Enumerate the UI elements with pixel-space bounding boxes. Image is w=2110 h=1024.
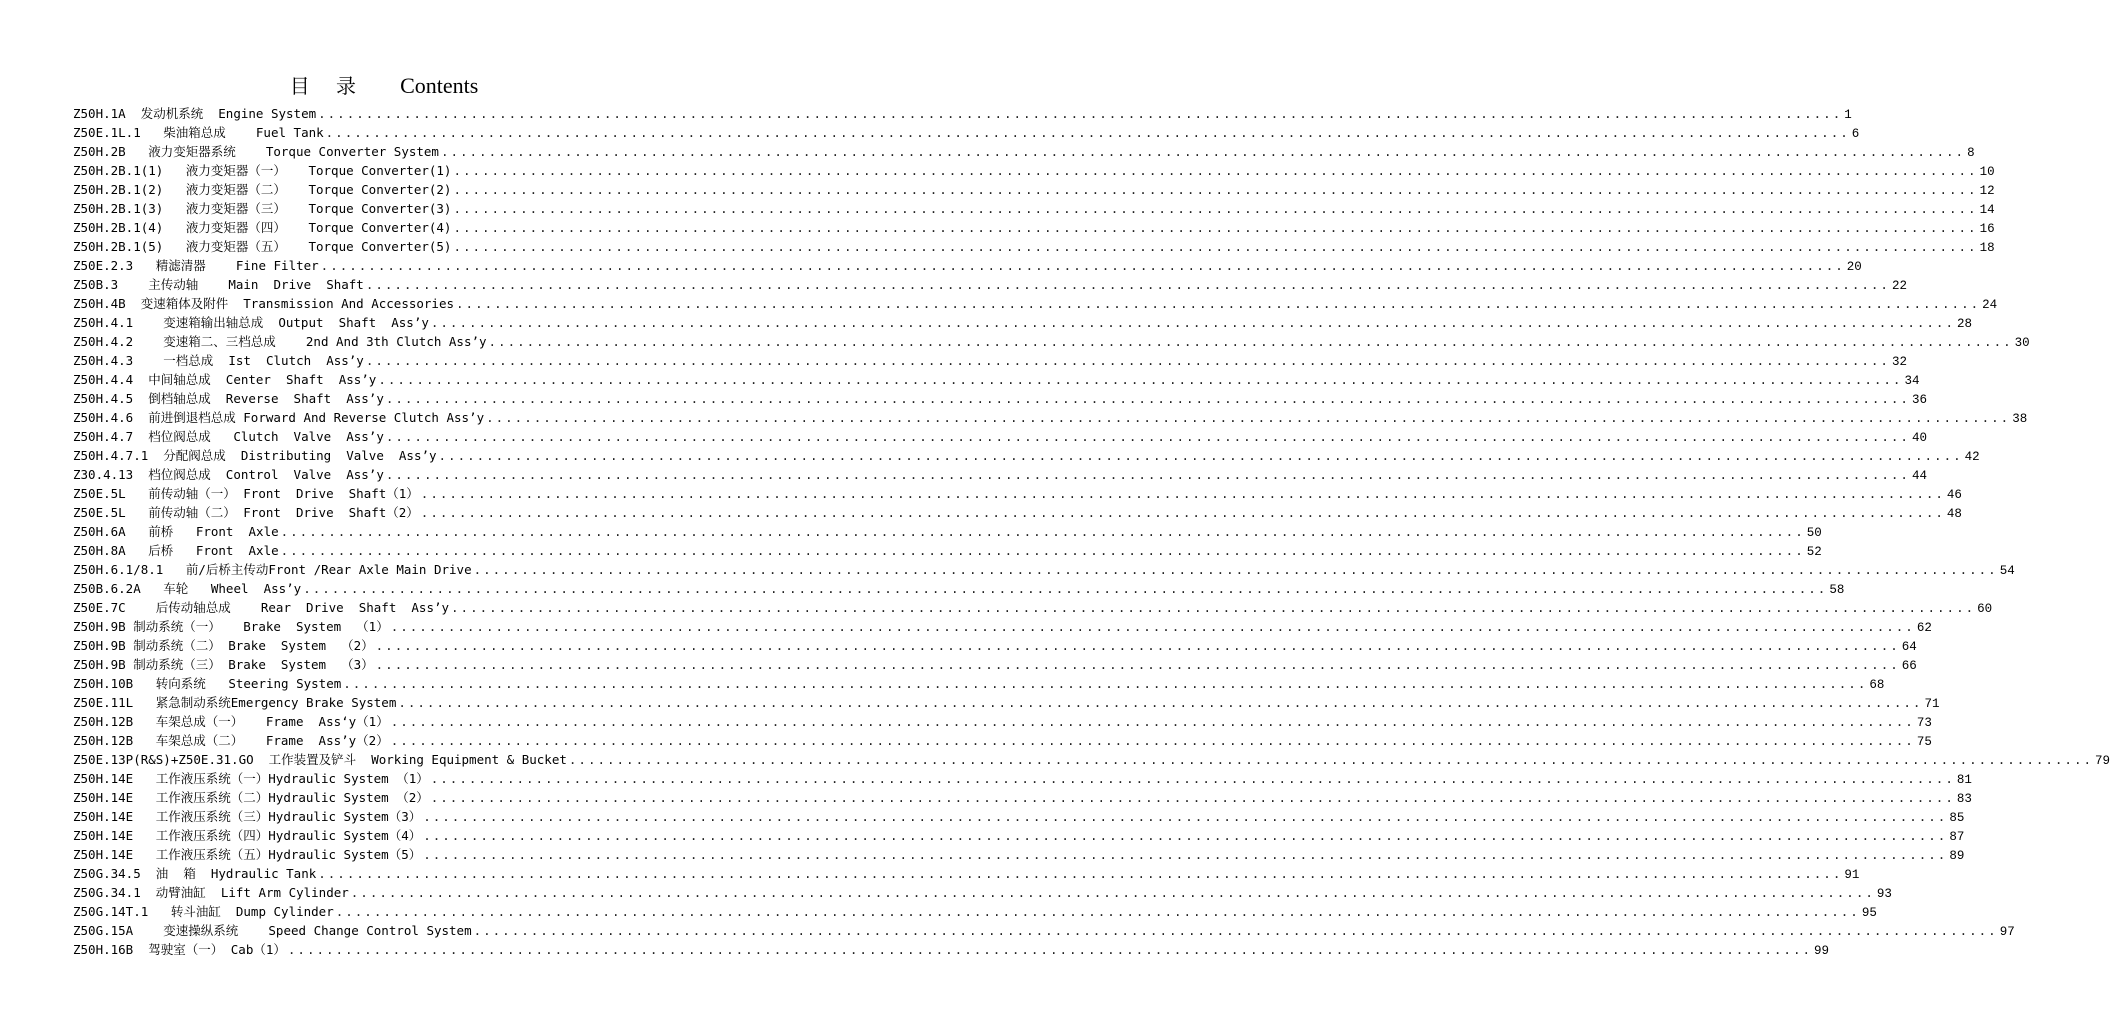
toc-entry [73,218,1995,237]
toc-entry-title: Z50E.11L 紧急制动系统Emergency Brake System [73,695,397,710]
title-chinese: 目 录 [289,74,367,98]
toc-entry-page-number: 83 [1956,792,1972,806]
toc-entry-title: Z50H.2B.1(3) 液力变矩器（三） Torque Converter(3) [73,201,452,216]
toc-entry-title: Z50E.1L.1 柴油箱总成 Fuel Tank [73,125,324,140]
toc-entry-page-number: 62 [1916,621,1932,635]
toc-entry-page-number: 79 [2095,754,2110,768]
toc-entry-page-number: 66 [1901,659,1917,673]
toc-entry-page-number: 64 [1901,640,1917,654]
toc-entry [73,408,2028,427]
toc-entry-page-number: 20 [1846,260,1862,274]
toc-entry [73,940,1830,959]
toc-entry [73,674,1885,693]
dot-leader [441,142,1965,161]
toc-entry [73,807,1965,826]
toc-entry-title: Z50H.14E 工作液压系统（四）Hydraulic System（4） [73,828,422,843]
toc-entry-page-number: 81 [1956,773,1972,787]
toc-entry-page-number: 1 [1844,108,1852,122]
dot-leader [376,655,1900,674]
toc-entry [73,275,1907,294]
toc-entry-title: Z50H.4B 变速箱体及附件 Transmission And Accessories [73,296,455,311]
toc-entry-page-number: 14 [1979,203,1995,217]
toc-entry-title: Z50H.12B 车架总成（一） Frame Ass‘y（1） [73,714,389,729]
toc-entry [73,655,1917,674]
toc-entry-page-number: 28 [1956,317,1972,331]
toc-entry-page-number: 54 [1999,564,2015,578]
toc-entry [73,693,1940,712]
toc-entry-title: Z50B.6.2A 车轮 Wheel Ass’y [73,581,302,596]
toc-entry [73,237,1995,256]
toc-entry-title: Z50H.16B 驾驶室（一） Cab（1） [73,942,286,957]
dot-leader [456,294,1980,313]
dot-leader [423,845,1947,864]
dot-leader [453,237,1977,256]
dot-leader [366,351,1890,370]
toc-entry-page-number: 93 [1876,887,1892,901]
dot-leader [378,370,1902,389]
toc-entry-page-number: 44 [1911,469,1927,483]
toc-entry [73,199,1995,218]
toc-entry-page-number: 24 [1982,298,1998,312]
dot-leader [343,674,1867,693]
toc-entry-title: Z50H.14E 工作液压系统（三）Hydraulic System（3） [73,809,422,824]
toc-entry [73,883,1892,902]
toc-entry [73,902,1877,921]
toc-entry-page-number: 85 [1949,811,1965,825]
toc-entry-title: Z50H.4.4 中间轴总成 Center Shaft Ass’y [73,372,377,387]
dot-leader [453,199,1977,218]
title-english: Contents [400,73,479,98]
toc-entry-title: Z50H.14E 工作液压系统（一）Hydraulic System （1） [73,771,429,786]
toc-entry-page-number: 36 [1911,393,1927,407]
dot-leader [386,389,1910,408]
toc-entry-page-number: 68 [1869,678,1885,692]
toc-entry-title: Z50G.15A 变速操纵系统 Speed Change Control System [73,923,472,938]
toc-entry-title: Z50H.9B 制动系统（一） Brake System （1） [73,619,389,634]
toc-entry-title: Z50H.2B.1(2) 液力变矩器（二） Torque Converter(2) [73,182,452,197]
toc-entry-page-number: 50 [1806,526,1822,540]
toc-entry-title: Z50H.6A 前桥 Front Axle [73,524,279,539]
toc-entry [73,123,1860,142]
toc-entry [73,522,1822,541]
toc-entry-page-number: 71 [1924,697,1940,711]
toc-entry-title: Z50H.14E 工作液压系统（二）Hydraulic System （2） [73,790,429,805]
dot-leader [281,522,1805,541]
toc-entry-title: Z50H.9B 制动系统（三） Brake System （3） [73,657,374,672]
toc-entry-page-number: 91 [1844,868,1860,882]
toc-entry-title: Z50H.14E 工作液压系统（五）Hydraulic System（5） [73,847,422,862]
toc-entry-title: Z50H.4.7 档位阀总成 Clutch Valve Ass’y [73,429,384,444]
dot-leader [366,275,1890,294]
toc-entry-page-number: 38 [2012,412,2028,426]
toc-entry-title: Z30.4.13 档位阀总成 Control Valve Ass’y [73,467,384,482]
dot-leader [326,123,1850,142]
dot-leader [453,180,1977,199]
dot-leader [386,465,1910,484]
toc-entry [73,541,1822,560]
toc-entry [73,579,1845,598]
toc-entry-title: Z50H.4.5 倒档轴总成 Reverse Shaft Ass’y [73,391,384,406]
dot-leader [321,256,1845,275]
dot-leader [391,617,1915,636]
dot-leader [391,712,1915,731]
toc-entry-title: Z50H.4.6 前进倒退档总成 Forward And Reverse Clutch Ass’y [73,410,485,425]
dot-leader [451,598,1975,617]
dot-leader [474,921,1998,940]
dot-leader [453,218,1977,237]
toc-entry [73,598,1993,617]
toc-entry [73,921,2015,940]
toc-entry-title: Z50H.2B 液力变矩器系统 Torque Converter System [73,144,439,159]
toc-entry [73,104,1852,123]
toc-entry [73,446,1980,465]
toc-entry-page-number: 58 [1829,583,1845,597]
dot-leader [486,408,2010,427]
toc-entry-page-number: 42 [1964,450,1980,464]
toc-entry-title: Z50E.2.3 精滤清器 Fine Filter [73,258,319,273]
dot-leader [336,902,1860,921]
dot-leader [423,807,1947,826]
toc-entry [73,484,1962,503]
toc-entry-title: Z50H.10B 转向系统 Steering System [73,676,342,691]
toc-entry-title: Z50B.3 主传动轴 Main Drive Shaft [73,277,364,292]
toc-entry [73,370,1920,389]
dot-leader [431,313,1955,332]
dot-leader [489,332,2013,351]
toc-entry [73,332,2030,351]
toc-entry-title: Z50H.2B.1(5) 液力变矩器（五） Torque Converter(5) [73,239,452,254]
toc-entry [73,788,1972,807]
toc-entry-title: Z50G.14T.1 转斗油缸 Dump Cylinder [73,904,334,919]
dot-leader [318,104,1842,123]
dot-leader [351,883,1875,902]
toc-entry [73,617,1932,636]
toc-entry-title: Z50H.1A 发动机系统 Engine System [73,106,317,121]
toc-entry [73,351,1907,370]
toc-entry [73,161,1995,180]
dot-leader [281,541,1805,560]
toc-entry-title: Z50E.13P(R&S)+Z50E.31.GO 工作装置及铲斗 Working Equipment & Bucket [73,752,567,767]
toc-entry [73,180,1995,199]
toc-entry [73,256,1862,275]
toc-entry-page-number: 97 [1999,925,2015,939]
toc-entry-page-number: 40 [1911,431,1927,445]
toc-entry [73,826,1965,845]
toc-entry [73,864,1860,883]
dot-leader [474,560,1998,579]
toc-entry [73,560,2015,579]
toc-entry [73,427,1927,446]
toc-entry-title: Z50H.6.1/8.1 前/后桥主传动Front /Rear Axle Main Drive [73,562,472,577]
toc-entry [73,142,1975,161]
toc-entry-title: Z50H.4.3 一档总成 Ist Clutch Ass’y [73,353,364,368]
toc-entry [73,294,1998,313]
page-title [0,70,768,99]
toc-entry-title: Z50H.2B.1(1) 液力变矩器（一） Torque Converter(1) [73,163,452,178]
toc-entry-title: Z50H.9B 制动系统（二） Brake System （2） [73,638,374,653]
dot-leader [303,579,1827,598]
toc-entry-title: Z50H.8A 后桥 Front Axle [73,543,279,558]
dot-leader [398,693,1922,712]
toc-entry [73,750,2110,769]
toc-entry-title: Z50H.4.1 变速箱输出轴总成 Output Shaft Ass’y [73,315,429,330]
toc-entry [73,465,1927,484]
toc-entry-page-number: 30 [2014,336,2030,350]
toc-entry-page-number: 73 [1916,716,1932,730]
toc-entry [73,636,1917,655]
toc-entry-title: Z50G.34.5 油 箱 Hydraulic Tank [73,866,317,881]
toc-entry [73,769,1972,788]
toc-entry-page-number: 75 [1916,735,1932,749]
toc-entry-title: Z50H.4.2 变速箱二、三档总成 2nd And 3th Clutch Ass’y [73,334,487,349]
toc-entry-page-number: 22 [1891,279,1907,293]
dot-leader [421,484,1945,503]
toc-entry-page-number: 6 [1851,127,1860,141]
dot-leader [386,427,1910,446]
toc-entry-page-number: 52 [1806,545,1822,559]
toc-entry-title: Z50E.5L 前传动轴（二） Front Drive Shaft（2） [73,505,419,520]
toc-entry-title: Z50H.4.7.1 分配阀总成 Distributing Valve Ass’y [73,448,437,463]
toc-entry-page-number: 34 [1904,374,1920,388]
toc-entry-title: Z50E.7C 后传动轴总成 Rear Drive Shaft Ass’y [73,600,450,615]
dot-leader [318,864,1842,883]
toc-entry-page-number: 16 [1979,222,1995,236]
dot-leader [439,446,1963,465]
toc-entry [73,712,1932,731]
toc-entry-page-number: 8 [1967,146,1975,160]
toc-entry-page-number: 87 [1949,830,1965,844]
dot-leader [288,940,1812,959]
dot-leader [431,788,1955,807]
toc-entry-title: Z50E.5L 前传动轴（一） Front Drive Shaft（1） [73,486,419,501]
dot-leader [421,503,1945,522]
dot-leader [453,161,1977,180]
toc-entry [73,503,1962,522]
dot-leader [391,731,1915,750]
toc-entry-page-number: 99 [1814,944,1830,958]
toc-entry-page-number: 12 [1979,184,1995,198]
toc-entry-page-number: 18 [1979,241,1995,255]
toc-entry-page-number: 95 [1861,906,1877,920]
toc-entry-page-number: 32 [1891,355,1907,369]
toc-entry-page-number: 60 [1977,602,1993,616]
toc-entry-title: Z50H.12B 车架总成（二） Frame Ass’y（2） [73,733,389,748]
toc-entry-title: Z50H.2B.1(4) 液力变矩器（四） Torque Converter(4) [73,220,452,235]
dot-leader [376,636,1900,655]
toc-entry [73,389,1927,408]
table-of-contents [73,104,2110,959]
toc-entry [73,845,1965,864]
toc-entry-page-number: 89 [1949,849,1965,863]
toc-entry-page-number: 48 [1946,507,1962,521]
toc-entry [73,313,1972,332]
toc-entry-title: Z50G.34.1 动臂油缸 Lift Arm Cylinder [73,885,349,900]
toc-entry-page-number: 10 [1979,165,1995,179]
dot-leader [569,750,2093,769]
dot-leader [431,769,1955,788]
toc-entry-page-number: 46 [1946,488,1962,502]
dot-leader [423,826,1947,845]
toc-entry [73,731,1932,750]
